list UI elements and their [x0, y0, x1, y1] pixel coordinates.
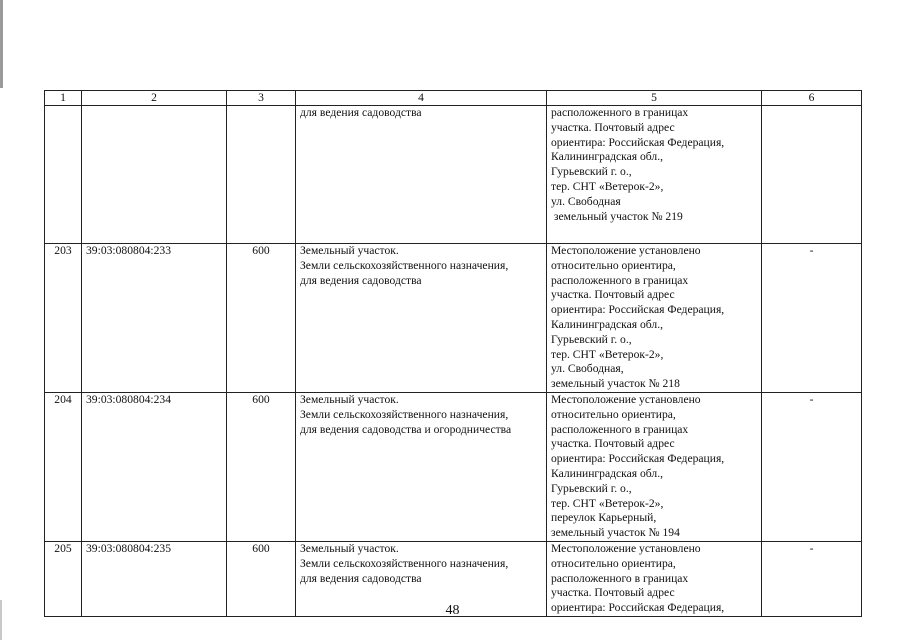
location-line: земельный участок № 194	[551, 526, 680, 540]
location-line: Калининградская обл.,	[551, 466, 663, 480]
plot-type-line: Земельный участок.	[300, 244, 399, 257]
location-line: Местоположение установлено	[551, 542, 701, 555]
row-number: 204	[45, 393, 82, 542]
cadastral-number: 39:03:080804:235	[82, 542, 227, 617]
location-line: земельный участок № 219	[551, 209, 683, 223]
column-header-2: 2	[82, 91, 227, 106]
column-header-5: 5	[547, 91, 762, 106]
location-line: относительно ориентира,	[551, 556, 676, 570]
plot-location-cell	[547, 106, 762, 244]
location-line: Гурьевский г. о.,	[551, 332, 632, 346]
column-header-6: 6	[762, 91, 862, 106]
location-line: участка. Почтовый адрес	[551, 437, 675, 451]
location-line: относительно ориентира,	[551, 258, 676, 272]
plot-type-line: для ведения садоводства	[300, 571, 422, 585]
plot-type-line: Земли сельскохозяйственного назначения,	[300, 258, 509, 272]
plot-location-cell	[547, 244, 762, 393]
plot-type-line: Земли сельскохозяйственного назначения,	[300, 556, 509, 570]
plot-type-line: для ведения садоводства	[300, 273, 422, 287]
plot-area: 600	[227, 244, 296, 393]
location-line: участка. Почтовый адрес	[551, 120, 675, 134]
location-line: Местоположение установлено	[551, 393, 701, 406]
plot-note	[762, 106, 862, 244]
table-row	[45, 244, 862, 393]
plot-note: -	[762, 393, 862, 542]
plot-location-cell	[547, 393, 762, 542]
plot-type-line: Земли сельскохозяйственного назначения,	[300, 407, 509, 421]
row-number	[45, 106, 82, 244]
cadastral-number	[82, 106, 227, 244]
location-line: ул. Свободная,	[551, 362, 624, 376]
column-header-4: 4	[296, 91, 547, 106]
location-line: участка. Почтовый адрес	[551, 586, 675, 600]
plot-type-line: для ведения садоводства и огородничества	[300, 422, 512, 436]
cadastral-number: 39:03:080804:233	[82, 244, 227, 393]
plot-type-cell	[296, 393, 547, 542]
plot-type-line: Земельный участок.	[300, 542, 399, 555]
location-line: расположенного в границах	[551, 571, 689, 585]
row-number: 205	[45, 542, 82, 617]
location-line: Местоположение установлено	[551, 244, 701, 257]
plot-area: 600	[227, 393, 296, 542]
column-header-1: 1	[45, 91, 82, 106]
plot-type-line: для ведения садоводства	[300, 106, 422, 119]
plot-type-line: Земельный участок.	[300, 393, 399, 406]
row-number: 203	[45, 244, 82, 393]
location-line: Гурьевский г. о.,	[551, 165, 632, 179]
page-number: 48	[445, 603, 460, 618]
location-line: расположенного в границах	[551, 422, 689, 436]
column-number-header-row	[45, 91, 862, 106]
location-line: Гурьевский г. о.,	[551, 481, 632, 495]
plot-type-cell	[296, 106, 547, 244]
table-row	[45, 393, 862, 542]
plot-note: -	[762, 542, 862, 617]
location-line: ориентира: Российская Федерация,	[551, 303, 725, 317]
location-line: земельный участок № 218	[551, 377, 680, 391]
plot-note: -	[762, 244, 862, 393]
location-line: расположенного в границах	[551, 273, 689, 287]
column-header-3: 3	[227, 91, 296, 106]
plot-area: 600	[227, 542, 296, 617]
location-line: ориентира: Российская Федерация,	[551, 452, 725, 466]
land-plot-register-table	[44, 90, 862, 617]
location-line: тер. СНТ «Ветерок-2»,	[551, 179, 664, 193]
location-line: тер. СНТ «Ветерок-2»,	[551, 496, 664, 510]
location-line: Калининградская обл.,	[551, 150, 663, 164]
scan-edge-mark	[0, 0, 3, 88]
location-line: ориентира: Российская Федерация,	[551, 601, 725, 615]
location-line: ориентира: Российская Федерация,	[551, 135, 725, 149]
location-line: расположенного в границах	[551, 106, 689, 119]
location-line: относительно ориентира,	[551, 407, 676, 421]
plot-area	[227, 106, 296, 244]
location-line: ул. Свободная	[551, 194, 621, 208]
table-row-continued	[45, 106, 862, 244]
location-line: участка. Почтовый адрес	[551, 288, 675, 302]
location-line: тер. СНТ «Ветерок-2»,	[551, 347, 664, 361]
location-line: Калининградская обл.,	[551, 317, 663, 331]
location-line: переулок Карьерный,	[551, 511, 657, 525]
cadastral-number: 39:03:080804:234	[82, 393, 227, 542]
plot-type-cell	[296, 244, 547, 393]
